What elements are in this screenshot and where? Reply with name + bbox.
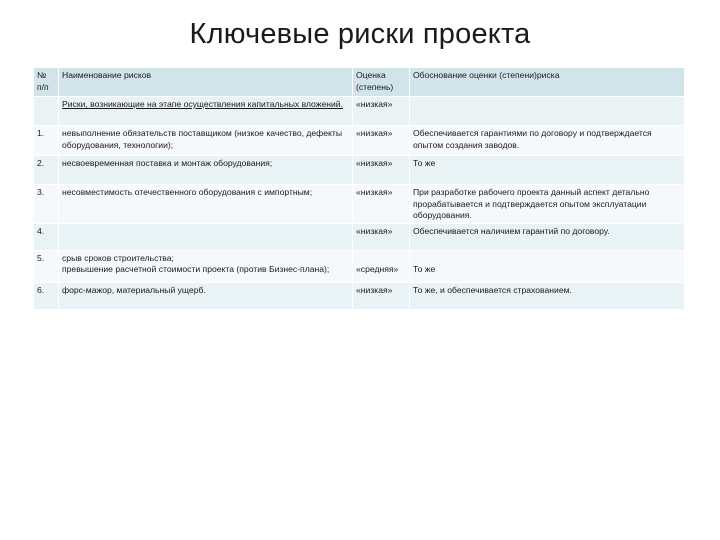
table-row (34, 156, 685, 185)
cell-name (59, 223, 353, 250)
header-num: № п/п (34, 68, 59, 97)
justification-value: То же (413, 264, 436, 274)
cell-num (34, 97, 59, 126)
header-name: Наименование рисков (59, 68, 353, 97)
cell-justification: Обеспечивается гарантиями по договору и подтверждается опытом создания заводов. (410, 126, 685, 156)
cell-grade: «низкая» (353, 97, 410, 126)
cell-justification: То же (410, 156, 685, 185)
cell-num: 5. (34, 250, 59, 282)
slide-title: Ключевые риски проекта (189, 18, 531, 50)
section-heading: Риски, возникающие на этапе осуществления капитальных вложений. (62, 99, 343, 109)
cell-num: 6. (34, 282, 59, 309)
header-justification: Обоснование оценки (степени)риска (410, 68, 685, 97)
risk-line: срыв сроков строительства; (62, 252, 174, 263)
table-row (34, 223, 685, 250)
table-row (34, 282, 685, 309)
cell-num: 3. (34, 185, 59, 224)
grade-value: «средняя» (356, 264, 399, 274)
table-row (34, 126, 685, 156)
cell-name (59, 250, 353, 282)
table-row (34, 250, 685, 282)
cell-name: невыполнение обязательств поставщиком (низкое качество, дефекты оборудования, технологии); (59, 126, 353, 156)
cell-grade: «низкая» (353, 185, 410, 224)
cell-justification (410, 97, 685, 126)
cell-name: форс-мажор, материальный ущерб. (59, 282, 353, 309)
risk-line: превышение расчетной стоимости проекта (против Бизнес-плана); (62, 264, 330, 274)
cell-num: 2. (34, 156, 59, 185)
cell-justification: Обеспечивается наличием гарантий по договору. (410, 223, 685, 250)
cell-section-name (59, 97, 353, 126)
table-row (34, 185, 685, 224)
cell-name: несвоевременная поставка и монтаж оборудования; (59, 156, 353, 185)
risks-table (33, 67, 685, 310)
cell-grade (353, 250, 410, 282)
cell-grade: «низкая» (353, 156, 410, 185)
cell-num: 4. (34, 223, 59, 250)
table-row-section (34, 97, 685, 126)
cell-name: несовместимость отечественного оборудования с импортным; (59, 185, 353, 224)
cell-grade: «низкая» (353, 223, 410, 250)
cell-justification: При разработке рабочего проекта данный аспект детально прорабатывается и подтверждается опытом эксплуатации оборудования. (410, 185, 685, 224)
cell-num: 1. (34, 126, 59, 156)
cell-grade: «низкая» (353, 282, 410, 309)
cell-justification (410, 250, 685, 282)
table-header-row (34, 68, 685, 97)
cell-grade: «низкая» (353, 126, 410, 156)
cell-justification: То же, и обеспечивается страхованием. (410, 282, 685, 309)
header-grade: Оценка (степень) (353, 68, 410, 97)
